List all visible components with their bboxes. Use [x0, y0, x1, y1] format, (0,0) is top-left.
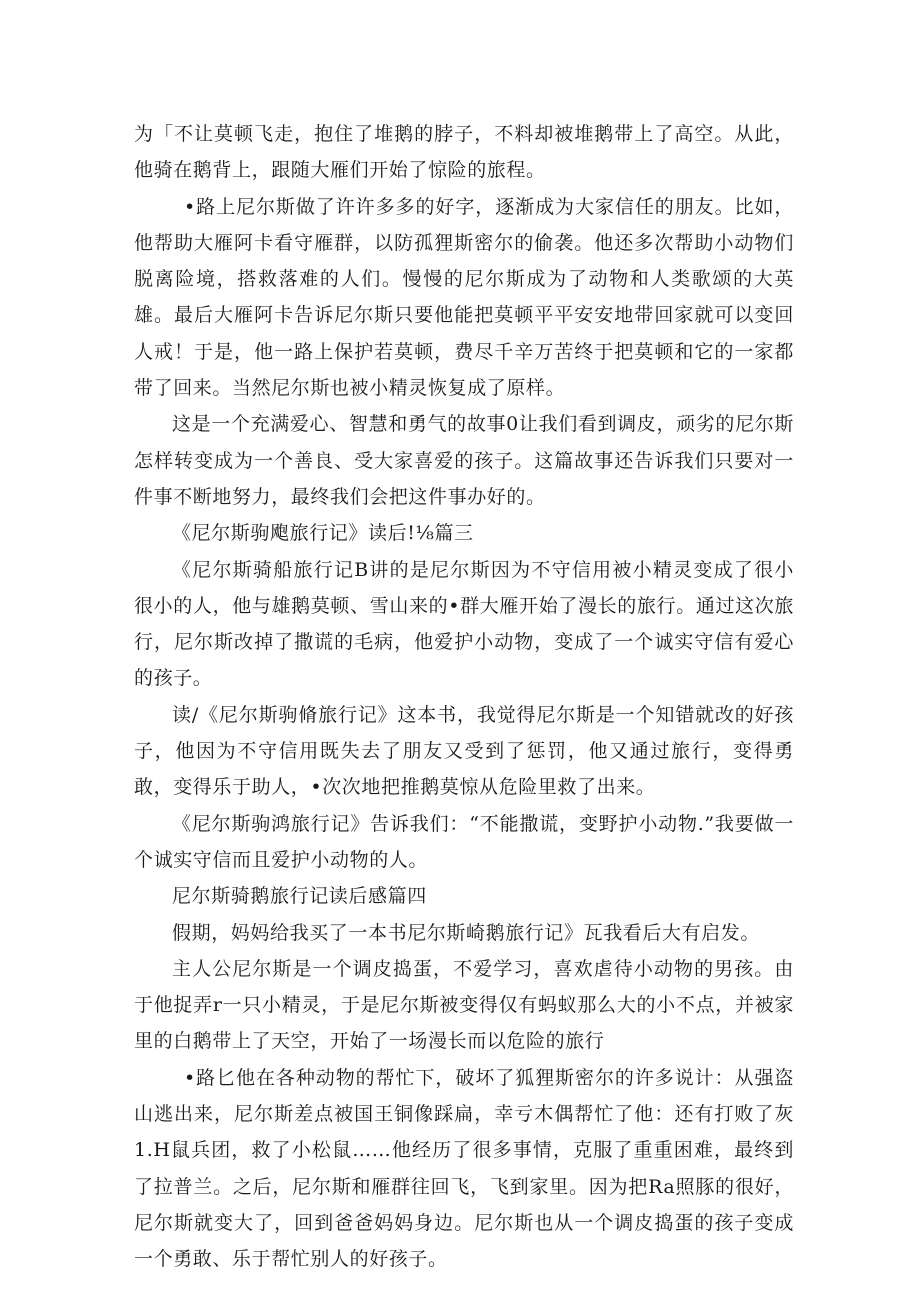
- paragraph-summary: 《尼尔斯骑船旅行记B讲的是尼尔斯因为不守信用被小精灵变成了很小很小的人，他与雄鹅莫顿、雪山来的•群大雁开始了漫长的旅行。通过这次旅行，尼尔斯改掉了撒谎的毛病，他爱护小动物，变成了一个诚实守信有爱心的孩子。: [134, 558, 794, 690]
- paragraph-journey: •路上尼尔斯做了许许多多的好字，逐渐成为大家信任的朋友。比如，他帮助大雁阿卡看守雁群，以防孤狸斯密尔的偷袭。他还多次帮助小动物们脱离险境，搭救落难的人们。慢慢的尼尔斯成为了动物和人类歌颂的大英雄。最后大雁阿卡告诉尼尔斯只要他能把莫顿平平安安地带回家就可以变回人戒！于是，他一路上保护若莫顿，费尽千辛万苦终于把莫顿和它的一家都带了回来。当然尼尔斯也被小精灵恢复成了原样。: [134, 195, 794, 400]
- paragraph-moral: 这是一个充满爱心、智慧和勇气的故事0让我们看到调皮，顽劣的尼尔斯怎样转变成为一个善良、受大家喜爱的孩子。这篇故事还告诉我们只要对一件事不断地努力，最终我们会把这件事办好的。: [134, 413, 794, 508]
- paragraph-protagonist: 主人公尼尔斯是一个调皮捣蛋，不爱学习，喜欢虐待小动物的男孩。由于他捉弄r一只小精灵，于是尼尔斯被变得仅有蚂蚁那么大的小不点，并被家里的白鹅带上了天空，开始了一场漫长而以危险的旅行: [134, 957, 794, 1053]
- paragraph-intro: 假期，妈妈给我买了一本书尼尔斯崎鹅旅行记》瓦我看后大有启发。: [172, 921, 761, 944]
- document-body: [134, 116, 794, 1278]
- paragraph-adventures: •路匕他在各种动物的帮忙下，破坏了狐狸斯密尔的许多说计：从强盗山逃出来，尼尔斯差点被国王铜像踩扁，幸亏木偶帮忙了他：还有打败了灰1.H鼠兵团，救了小松鼠……他经历了很多事情，克服了重重困难，最终到了拉普兰。之后，尼尔斯和雁群往回飞，飞到家里。因为把Ra照豚的很好，尼尔斯就变大了，回到爸爸妈妈身边。尼尔斯也从一个调皮捣蛋的孩子变成一个勇敢、乐于帮忙别人的好孩子。: [134, 1066, 794, 1271]
- paragraph-reflection: 读/《尼尔斯驹脩旅行记》这本书，我觉得尼尔斯是一个知错就改的好孩子，他因为不守信用既失去了朋友又受到了惩罚，他又通过旅行，变得勇敢，变得乐于助人，•次次地把推鹅莫惊从危险里救了出来。: [134, 703, 794, 799]
- section-heading-3: 《尼尔斯驹飑旅行记》读后!⅛篇三: [172, 522, 474, 545]
- paragraph-lesson: 《尼尔斯驹鸿旅行记》告诉我们：“不能撒谎，变野护小动物.”我要做一个诚实守信而且爱护小动物的人。: [134, 812, 794, 871]
- paragraph-continuation: 为「不让莫顿飞走，抱住了堆鹅的脖子，不料却被堆鹅带上了高空。从此，他骑在鹅背上，跟随大雁们开始了惊险的旅程。: [134, 123, 794, 182]
- section-heading-4: 尼尔斯骑鹅旅行记读后感篇四: [172, 885, 427, 908]
